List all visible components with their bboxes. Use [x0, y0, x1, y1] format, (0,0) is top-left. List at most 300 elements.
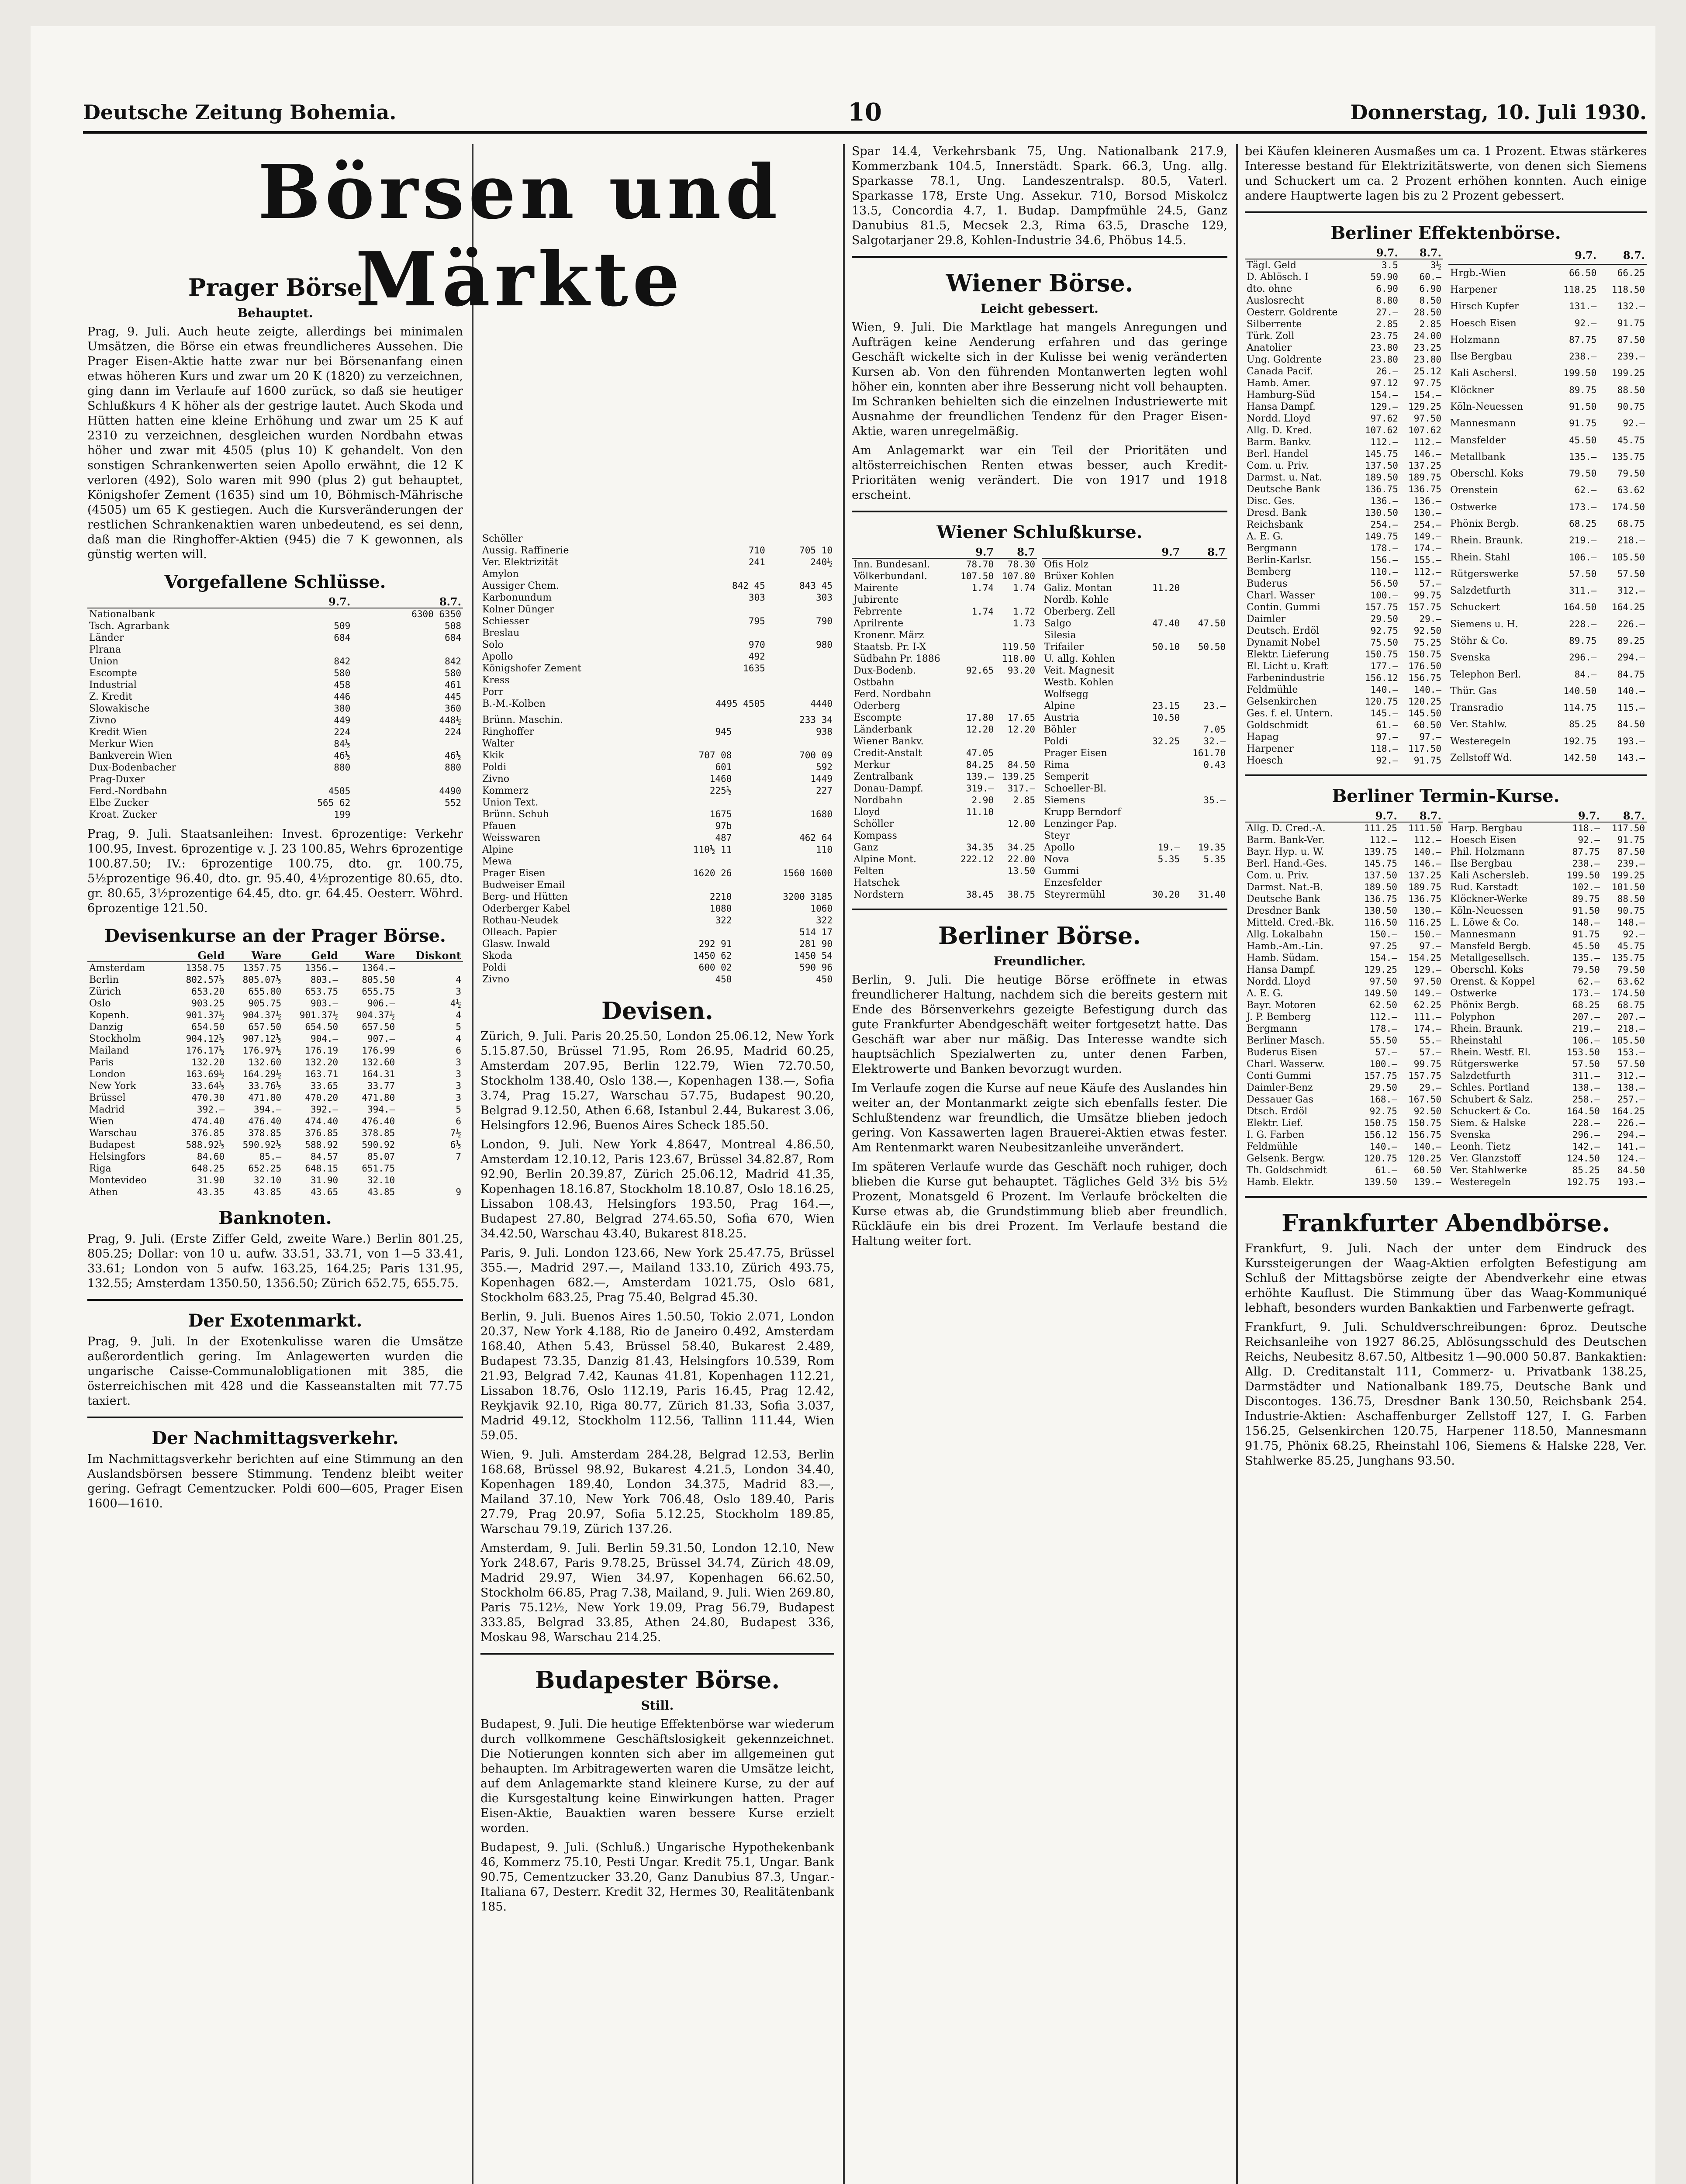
security-name: Wolfsegg [1044, 689, 1089, 700]
quote-value: 1364.— [362, 963, 395, 973]
table-row [1042, 889, 1227, 901]
berliner-report-3: Im späteren Verlaufe wurde das Geschäft noch ruhiger, doch blieben die Kurse gut behauptet. Tägliches Geld 3½ bis 5½ Prozent, Monatsgeld 6 Prozent. Im Verlaufe bröckelten die Kurse etwas ab, die Grundstimmung blieb aber freundlich. Rückläufe ein bis drei Prozent. Im Verlaufe bestand die Haltung weiter fort. [852, 1160, 1227, 1248]
table-row [1042, 830, 1227, 842]
security-name: New York [89, 1081, 136, 1092]
quote-value [995, 747, 1037, 759]
quote-value: 139.75 [1364, 847, 1397, 857]
quote-value: 5 [456, 1022, 461, 1032]
quote-value: 8.80 [1376, 295, 1398, 306]
security-name: Orenst. & Koppel [1450, 976, 1535, 987]
security-name: Mewa [482, 856, 512, 867]
table-row [1448, 650, 1647, 666]
quote-value: 28.50 [1413, 307, 1441, 318]
security-name: Nordbahn [853, 795, 903, 806]
quote-value: 319.— [966, 783, 994, 794]
quote-value: 1356.— [305, 963, 339, 973]
quote-value: 92.— [1578, 835, 1600, 845]
quote-value: 880 [334, 762, 351, 773]
quote-value: 145.75 [1365, 449, 1398, 459]
quote-value: 38.75 [1007, 889, 1035, 900]
quote-value: 43.35 [197, 1187, 225, 1197]
security-name: Allg. D. Kred. [1247, 425, 1312, 436]
quote-value: 842 [445, 656, 461, 667]
security-name: Steyrermühl [1044, 889, 1105, 900]
quote-value: 156.75 [1408, 1130, 1441, 1140]
security-name: Dresdner Bank [1247, 905, 1320, 916]
quote-value: 906.— [367, 998, 395, 1009]
quote-value [767, 568, 834, 580]
quote-value [654, 856, 734, 867]
table-row [1042, 653, 1227, 665]
table-row [1245, 366, 1443, 377]
quote-value: 842 45 [732, 581, 765, 591]
quote-value: 1560 1600 [783, 868, 833, 878]
quote-value: 2.85 [1376, 319, 1398, 329]
newspaper-name: Deutsche Zeitung Bohemia. [83, 100, 397, 124]
table-row [1245, 566, 1443, 578]
quote-value [1182, 558, 1227, 570]
table-row [1245, 1129, 1443, 1141]
frankfurter-title: Frankfurter Abendbörse. [1282, 1209, 1610, 1237]
security-name: Schoeller-Bl. [1044, 783, 1107, 794]
quote-value: 68.25 [1569, 518, 1597, 529]
security-name: Riga [89, 1163, 111, 1174]
quote-value: 462 64 [799, 833, 833, 843]
quote-value [1143, 818, 1182, 830]
security-name: Felten [853, 866, 884, 877]
quote-value: 140.— [1413, 847, 1441, 857]
quote-value: 112.— [1369, 835, 1397, 845]
security-name: Semperit [1044, 771, 1089, 782]
security-name: Nordstern [853, 889, 904, 900]
security-name: Mairente [853, 583, 898, 594]
security-name: Amylon [482, 569, 519, 580]
running-head [83, 100, 1647, 127]
quote-value: 1450 62 [693, 950, 732, 961]
quote-value: 136.75 [1364, 894, 1397, 904]
quote-value: 60.50 [1413, 1165, 1441, 1175]
table-row [87, 1186, 463, 1198]
quote-value: 19.— [1157, 842, 1180, 853]
quote-value: 1635 [743, 663, 765, 674]
table-row [87, 1139, 463, 1151]
quote-value [1182, 712, 1227, 724]
quote-value: 189.75 [1408, 472, 1441, 483]
table-row [1448, 822, 1647, 834]
security-name: Charl. Wasserw. [1247, 1059, 1325, 1070]
table-row [1448, 1058, 1647, 1070]
quote-value: 174.— [1413, 1023, 1441, 1034]
table-row [480, 809, 834, 820]
quote-value [1143, 594, 1182, 606]
table-row [1448, 1047, 1647, 1058]
security-name: Phönix Bergb. [1450, 518, 1519, 529]
quote-value: 89.75 [1569, 384, 1597, 395]
security-name: Ferd.-Nordbahn [89, 786, 167, 797]
quote-value: 92.— [1376, 755, 1398, 766]
quote-value: 5.35 [1157, 854, 1180, 864]
table-row [480, 891, 834, 903]
prager-ticker-table-b [480, 533, 834, 710]
table-row [1042, 865, 1227, 877]
security-name: dto. ohne [1247, 283, 1292, 294]
quote-value: 207.— [1572, 1012, 1600, 1022]
security-name: Mansfeld Bergb. [1450, 941, 1531, 952]
quote-value: 312.— [1617, 585, 1645, 596]
table-row [480, 856, 834, 867]
quote-value: 89.75 [1569, 635, 1597, 646]
quote-value: 34.35 [966, 842, 994, 853]
table-row [1448, 1070, 1647, 1082]
quote-value: 120.25 [1408, 1153, 1441, 1164]
quote-value [1143, 877, 1182, 889]
quote-value: 136.— [1413, 496, 1441, 506]
quote-value [954, 877, 995, 889]
quote-value: 31.90 [310, 1175, 339, 1185]
security-name: Trifailer [1044, 642, 1084, 653]
security-name: Galiz. Montan [1044, 583, 1112, 594]
security-name: Berl. Handel [1247, 449, 1309, 460]
quote-value: 129.— [1413, 964, 1441, 975]
security-name: Kress [482, 675, 510, 686]
quote-value: 157.75 [1408, 1071, 1441, 1081]
quote-value: 84.25 [966, 760, 994, 770]
table-row [480, 545, 834, 556]
table-row [87, 679, 463, 691]
security-name: Enzesfelder [1044, 878, 1102, 888]
security-name: Hirsch Kupfer [1450, 301, 1519, 312]
table-row [1245, 881, 1443, 893]
page-number: 10 [848, 98, 882, 127]
quote-value: 85.25 [1572, 1165, 1600, 1175]
quote-value: 207.— [1617, 1012, 1645, 1022]
security-name: Slowakische [89, 703, 150, 714]
quote-value [654, 714, 734, 726]
table-row [87, 1045, 463, 1057]
security-name: A. E. G. [1247, 988, 1283, 999]
quote-value: 177.— [1370, 661, 1398, 671]
table-row [1245, 649, 1443, 660]
quote-value: 176.50 [1408, 661, 1441, 671]
security-name: Transradio [1450, 702, 1503, 714]
quote-value: 654.50 [191, 1022, 225, 1032]
quote-value: 192.75 [1563, 736, 1597, 746]
quote-value: 78.70 [966, 559, 994, 570]
newspaper-page [31, 26, 1655, 2184]
quote-value: 11.10 [966, 807, 994, 817]
quote-value: 803.— [310, 975, 339, 985]
quote-value: 92.50 [1413, 1106, 1441, 1116]
quote-value: 652.25 [248, 1163, 282, 1174]
table-row [1448, 415, 1647, 432]
quote-value: 46½ [334, 750, 351, 761]
security-name: Tägl. Geld [1247, 260, 1296, 271]
table-row [1448, 1106, 1647, 1117]
security-name: A. E. G. [1247, 531, 1283, 542]
quote-value [1143, 759, 1182, 771]
berliner-continued: bei Käufen kleineren Ausmaßes um ca. 1 Prozent. Etwas stärkeres Interesse bestand für Elektrizitätswerte, von denen sich Siemens und Schuckert um ca. 2 Prozent erhöhen konnten. Auch einige andere Hauptwerte lagen bis zu 2 Prozent gebessert. [1245, 145, 1647, 203]
quote-value: 117.50 [1612, 823, 1645, 833]
security-name: Breslau [482, 628, 520, 639]
quote-value: 3.5 [1381, 260, 1398, 270]
quote-value: 161.70 [1192, 748, 1226, 758]
table-row [1042, 771, 1227, 783]
col-header: 9.7. [1355, 810, 1399, 822]
quote-value: 3 [456, 1081, 461, 1091]
security-name: Rütgerswerke [1450, 568, 1519, 580]
quote-value [995, 830, 1037, 842]
security-name: London [89, 1069, 126, 1080]
security-name: Bayr. Motoren [1247, 1000, 1316, 1011]
security-name: Merkur Wien [89, 739, 154, 750]
security-name: Contin. Gummi [1247, 602, 1320, 613]
quote-value: 5 [456, 1104, 461, 1115]
table-row [1448, 1153, 1647, 1165]
table-row [1245, 731, 1443, 743]
table-row [1042, 783, 1227, 795]
security-name: Plrana [89, 644, 121, 655]
quote-value: 61.— [1375, 1165, 1397, 1175]
quote-value: 903.— [310, 998, 339, 1009]
table-row [480, 832, 834, 844]
quote-value: 1680 [810, 809, 833, 819]
table-row [1448, 398, 1647, 415]
security-name: Disc. Ges. [1247, 496, 1296, 507]
quote-value: 580 [445, 668, 461, 678]
security-name: Hapag [1247, 732, 1279, 743]
quote-value: 163.71 [305, 1069, 339, 1079]
table-row [87, 762, 463, 774]
quote-value: 907.— [367, 1033, 395, 1044]
security-name: Völkerbundanl. [853, 571, 927, 582]
quote-value [954, 641, 995, 653]
wiener-schluss-table-b [1042, 546, 1227, 901]
quote-value: 112.— [1369, 1012, 1397, 1022]
quote-value [954, 865, 995, 877]
quote-value: 224 [334, 727, 351, 737]
security-name: Escompte [89, 668, 137, 679]
quote-value: 392.— [310, 1104, 339, 1115]
quote-value [995, 806, 1037, 818]
table-row [87, 691, 463, 703]
table-row [852, 677, 1037, 688]
col-header: 8.7. [1400, 247, 1443, 259]
security-name: Schuckert & Co. [1450, 1106, 1531, 1117]
table-body [852, 558, 1037, 901]
column-divider [472, 144, 473, 2184]
quote-value: 254.— [1370, 519, 1398, 530]
quote-value [733, 856, 834, 867]
table-row [87, 1116, 463, 1127]
security-name: Nordd. Lloyd [1247, 413, 1311, 424]
security-name: Staatsb. Pr. I-X [853, 642, 926, 653]
security-name: Phil. Holzmann [1450, 847, 1525, 857]
security-name: Buderus [1247, 578, 1288, 589]
quote-value [1143, 724, 1182, 736]
table-row [1245, 1094, 1443, 1106]
security-name: Tsch. Agrarbank [89, 621, 169, 632]
security-name: Skoda [482, 950, 512, 961]
quote-value: 446 [334, 691, 351, 702]
table-row [852, 806, 1037, 818]
table-row [1448, 315, 1647, 332]
quote-value: 38.45 [966, 889, 994, 900]
security-name: Klöckner [1450, 384, 1494, 396]
security-name: Alpine Mont. [853, 854, 916, 865]
quote-value: 296.— [1569, 652, 1597, 663]
security-name: Schuckert [1450, 602, 1500, 613]
quote-value: 130.— [1413, 508, 1441, 518]
quote-value [767, 651, 834, 663]
table-row [1245, 999, 1443, 1011]
quote-value: 199.50 [1563, 368, 1597, 379]
quote-value: 57.— [1419, 1047, 1441, 1057]
security-name: Aussig. Raffinerie [482, 545, 569, 556]
table-row [480, 785, 834, 797]
table-row [1245, 389, 1443, 401]
quote-value: 66.50 [1569, 267, 1597, 278]
table-row [1448, 616, 1647, 632]
quote-value: 1060 [810, 903, 833, 914]
security-name: Länder [89, 632, 124, 643]
security-name: Ilse Bergbau [1450, 351, 1513, 363]
quote-value: 4½ [450, 998, 461, 1009]
table-row [1245, 1153, 1443, 1165]
quote-value: 4 [456, 1033, 461, 1044]
quote-value: 2.85 [1013, 795, 1035, 805]
quote-value [954, 618, 995, 629]
quote-value: 461 [445, 680, 461, 690]
table-row [852, 889, 1037, 901]
quote-value: 107.80 [1002, 571, 1035, 581]
nachmittag-report: Im Nachmittagsverkehr berichten auf eine Stimmung an den Auslandsbörsen bessere Stimmung. Tendenz bleibt weiter gering. Gefragt Cementzucker. Poldi 600—605, Prager Eisen 1600—1610. [87, 1452, 463, 1510]
quote-value: 311.— [1569, 585, 1597, 596]
quote-value: 124.— [1617, 1153, 1645, 1164]
quote-value: 132.60 [362, 1057, 395, 1068]
quote-value: 97b [715, 821, 732, 831]
security-name: Zürich [89, 986, 121, 997]
security-name: Stöhr & Co. [1450, 635, 1508, 646]
quote-value: 119.50 [1002, 642, 1035, 652]
quote-value: 148.— [1617, 917, 1645, 928]
quote-value: 139.50 [1364, 1177, 1397, 1187]
quote-value: 140.— [1369, 1141, 1397, 1152]
security-name: Berlin-Karlsr. [1247, 555, 1312, 566]
table-row [1245, 295, 1443, 307]
table-row [1042, 618, 1227, 629]
quote-value: 132.20 [305, 1057, 339, 1068]
table-row [852, 582, 1037, 594]
quote-value: 145.— [1370, 708, 1398, 719]
quote-value: 102.— [1572, 882, 1600, 892]
quote-value: 257.— [1617, 1094, 1645, 1105]
quote-value: 88.50 [1617, 384, 1645, 395]
column-divider [843, 144, 845, 2184]
table-row [852, 712, 1037, 724]
berliner-report: Berlin, 9. Juli. Die heutige Börse eröffnete in etwas freundlicherer Haltung, nachdem sich die bereits gestern mit Ende des Börsenverkehrs gezeigte Befestigung durch das gute Frankfurter Abendgeschäft weiter fortgesetzt hatte. Das Geschäft war aber nur mäßig. Das Interesse wandte sich hauptsächlich Spezialwerten zu, unter denen Farben, Elektrowerte und Banken bevorzugt wurden. [852, 973, 1227, 1076]
security-name: Berg- und Hütten [482, 892, 568, 902]
quote-value: 227 [816, 785, 833, 796]
quote-value: 471.80 [248, 1092, 282, 1103]
table-row [1042, 700, 1227, 712]
quote-value: 149.75 [1365, 531, 1398, 542]
quote-value: 303 [816, 592, 833, 603]
security-name: Dux-Bodenbacher [89, 762, 176, 773]
security-name: Schiesser [482, 616, 529, 627]
issue-date: Donnerstag, 10. Juli 1930. [1350, 100, 1647, 124]
frankfurter-report: Frankfurt, 9. Juli. Nach der unter dem Eindruck des Kurssteigerungen der Waag-Aktien erfolgten Befestigung am Schluß der Mittagsbörse zeigte der Abendverkehr eine etwas erhöhte Kauflust. Die Stimmung über das Waag-Kommuniqué lebhaft, besonders wurden Bankaktien und Farbenwerte gefragt. [1245, 1242, 1647, 1315]
quote-value [669, 674, 767, 686]
security-name: Berl. Hand.-Ges. [1247, 858, 1327, 869]
security-name: Leonh. Tietz [1450, 1141, 1511, 1152]
table-row [852, 724, 1037, 736]
table-row [1448, 599, 1647, 616]
quote-value: 79.50 [1569, 468, 1597, 479]
table-row [1448, 917, 1647, 929]
quote-value: 63.62 [1617, 485, 1645, 496]
quote-value: 100.— [1370, 590, 1398, 601]
quote-value: 62.25 [1413, 1000, 1441, 1010]
quote-value: 89.75 [1572, 894, 1600, 904]
security-name: Mitteld. Cred.-Bk. [1247, 917, 1334, 928]
quote-value: 2.85 [1419, 319, 1441, 329]
quote-value: 100.— [1369, 1059, 1397, 1069]
quote-value: 97.50 [1369, 976, 1397, 987]
security-name: Daimler-Benz [1247, 1082, 1313, 1093]
table-row [1448, 881, 1647, 893]
prager-subtitle: Behauptet. [237, 306, 313, 320]
quote-value [654, 879, 734, 891]
table-body [480, 714, 834, 985]
security-name: Poldi [1044, 736, 1068, 747]
security-name: Ostbahn [853, 677, 895, 688]
quote-value: 140.— [1370, 684, 1398, 695]
quote-value: 228.— [1572, 1118, 1600, 1128]
table-row [852, 771, 1037, 783]
quote-value: 62.50 [1369, 1000, 1397, 1010]
table-row [1448, 482, 1647, 499]
quote-value: 45.50 [1569, 435, 1597, 446]
security-name: Klöckner-Werke [1450, 894, 1528, 905]
wiener-report-2: Am Anlagemarkt war ein Teil der Prioritäten und altösterreichischen Renten etwas besser, auch Kredit-Prioritäten wenig verändert. Die von 1917 und 1918 erscheint. [852, 444, 1227, 502]
quote-value [352, 644, 463, 656]
table-row [87, 1175, 463, 1186]
quote-value: 57.50 [1572, 1059, 1600, 1069]
quote-value: 84.— [1574, 669, 1597, 680]
security-name: Ver. Stahlw. [1450, 719, 1507, 730]
table-row [852, 747, 1037, 759]
quote-value: 141.— [1617, 1141, 1645, 1152]
table-row [1448, 466, 1647, 482]
quote-value [1182, 665, 1227, 677]
table-row [1245, 342, 1443, 354]
quote-value: 31.90 [197, 1175, 225, 1185]
table-row [1448, 846, 1647, 858]
table-row [1448, 905, 1647, 917]
security-name: Darmst. u. Nat. [1247, 472, 1322, 483]
quote-value: 139.— [1413, 1177, 1441, 1187]
table-row [1042, 736, 1227, 747]
quote-value: 805.50 [362, 975, 395, 985]
column-devisen [480, 533, 834, 2184]
quote-value [995, 688, 1037, 700]
quote-value: 149.50 [1364, 988, 1397, 999]
exoten-title: Der Exotenmarkt. [188, 1310, 363, 1331]
quote-value [1143, 806, 1182, 818]
quote-value: 32.— [1203, 736, 1226, 746]
quote-value: 60.50 [1413, 720, 1441, 730]
quote-value: 142.50 [1563, 753, 1597, 764]
